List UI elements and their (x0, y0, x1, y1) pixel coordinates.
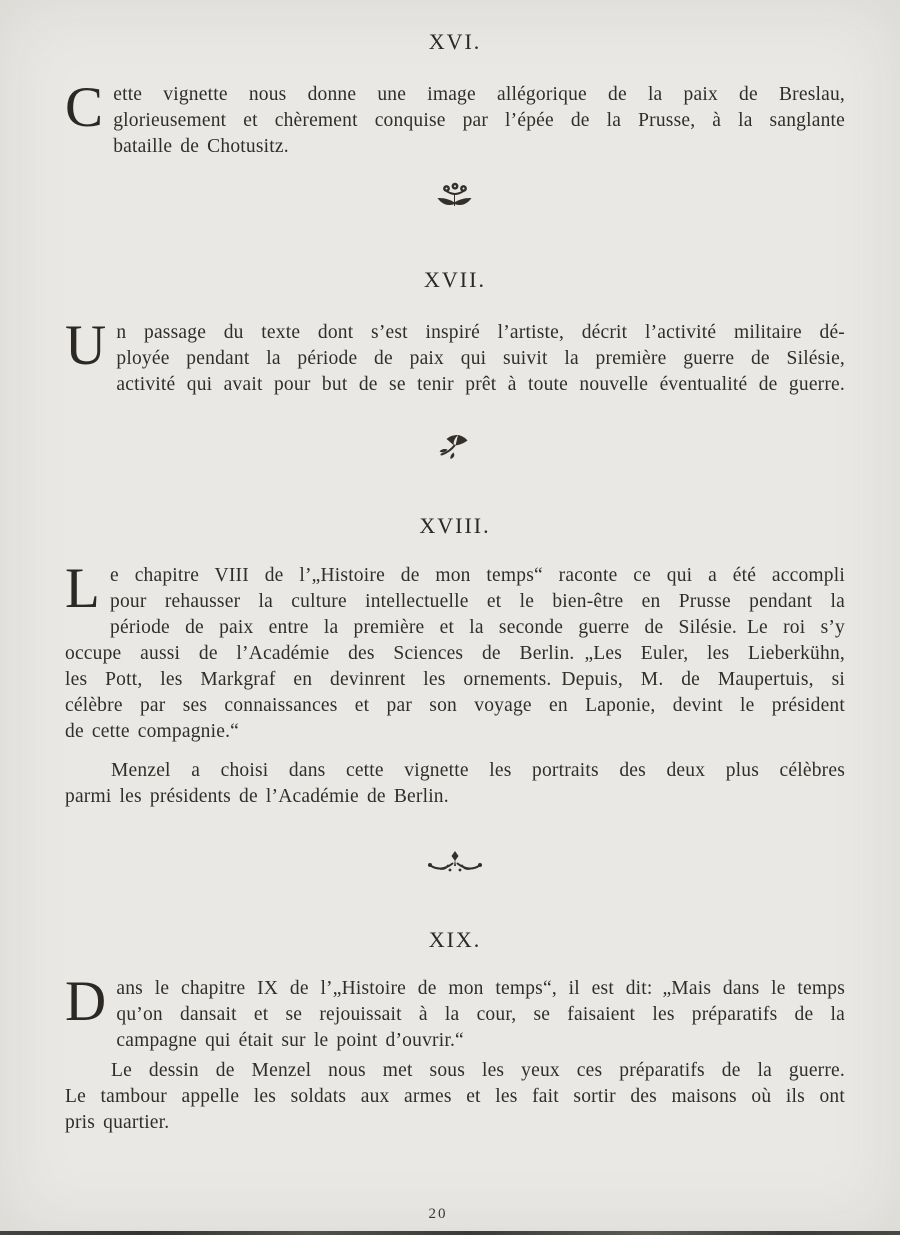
text-line: pris quartier. (65, 1112, 170, 1133)
drop-cap-initial-d: D (65, 970, 107, 1033)
scroll-fleuron-icon (426, 850, 484, 874)
text-line: glorieusement et chèrement conquise par l’épée de la Prusse, à la sanglante (113, 110, 845, 131)
text-line: occupe aussi de l’Académie des Sciences de Berlin. „Les Euler, les Lieberkühn, (65, 643, 845, 664)
ornament-row (65, 182, 845, 214)
floral-sprig-icon (434, 182, 476, 209)
text-line: ette vignette nous donne une image allégorique de la paix de Breslau, (113, 84, 845, 105)
section-xviii-paragraph (65, 557, 845, 745)
drop-cap-initial-c: C (65, 76, 104, 139)
text-line: parmi les présidents de l’Académie de Berlin. (65, 786, 449, 807)
section-heading-xvi: XVI. (428, 29, 482, 54)
drop-cap-initial-u: U (65, 314, 107, 377)
section-xvii-paragraph (65, 314, 845, 398)
section-heading-xviii: XVIII. (419, 513, 491, 538)
text-line: n passage du texte dont s’est inspiré l’artiste, décrit l’activité militaire dé- (116, 322, 845, 343)
text-line: période de paix entre la première et la seconde guerre de Silésie. Le roi s’y (110, 617, 845, 638)
text-line: e chapitre VIII de l’„Histoire de mon temps“ raconte ce qui a été accompli (110, 565, 845, 586)
ornament-row (65, 850, 845, 879)
text-line: activité qui avait pour but de se tenir prêt à toute nouvelle éventualité de guerre. (116, 374, 845, 395)
section-xix-paragraph (65, 970, 845, 1054)
text-line: ans le chapitre IX de l’„Histoire de mon temps“, il est dit: „Mais dans le temps (116, 978, 845, 999)
text-line: bataille de Chotusitz. (113, 136, 289, 157)
page-number: 20 (428, 1206, 448, 1222)
section-xix-paragraph-2 (65, 1058, 845, 1136)
text-line: pour rehausser la culture intellectuelle et le bien-être en Prusse pendant la (110, 591, 845, 612)
text-line: Le tambour appelle les soldats aux armes et les fait sortir des maisons où ils ont (65, 1086, 845, 1107)
tulip-sprig-icon (437, 434, 473, 460)
text-line: célèbre par ses connaissances et par son voyage en Laponie, devint le président (65, 695, 845, 716)
text-line: de cette compagnie.“ (65, 721, 240, 742)
section-xvi-paragraph (65, 76, 845, 160)
section-heading-xvii: XVII. (424, 267, 486, 292)
ornament-row (65, 434, 845, 465)
text-line: qu’on dansait et se rejouissait à la cour, se faisaient les préparatifs de la (116, 1004, 845, 1025)
section-heading-xix: XIX. (428, 927, 482, 952)
text-line: ployée pendant la période de paix qui suivit la première guerre de Silésie, (116, 348, 845, 369)
text-line: les Pott, les Markgraf en devinrent les ornements. Depuis, M. de Maupertuis, si (65, 669, 845, 690)
scan-edge-shadow (0, 1231, 900, 1235)
section-xviii-paragraph-2 (65, 758, 845, 810)
text-line: campagne qui était sur le point d’ouvrir.“ (116, 1030, 464, 1051)
text-line: Le dessin de Menzel nous met sous les yeux ces préparatifs de la guerre. (111, 1060, 845, 1081)
drop-cap-initial-l: L (65, 557, 101, 620)
text-line: Menzel a choisi dans cette vignette les portraits des deux plus célèbres (111, 760, 845, 781)
